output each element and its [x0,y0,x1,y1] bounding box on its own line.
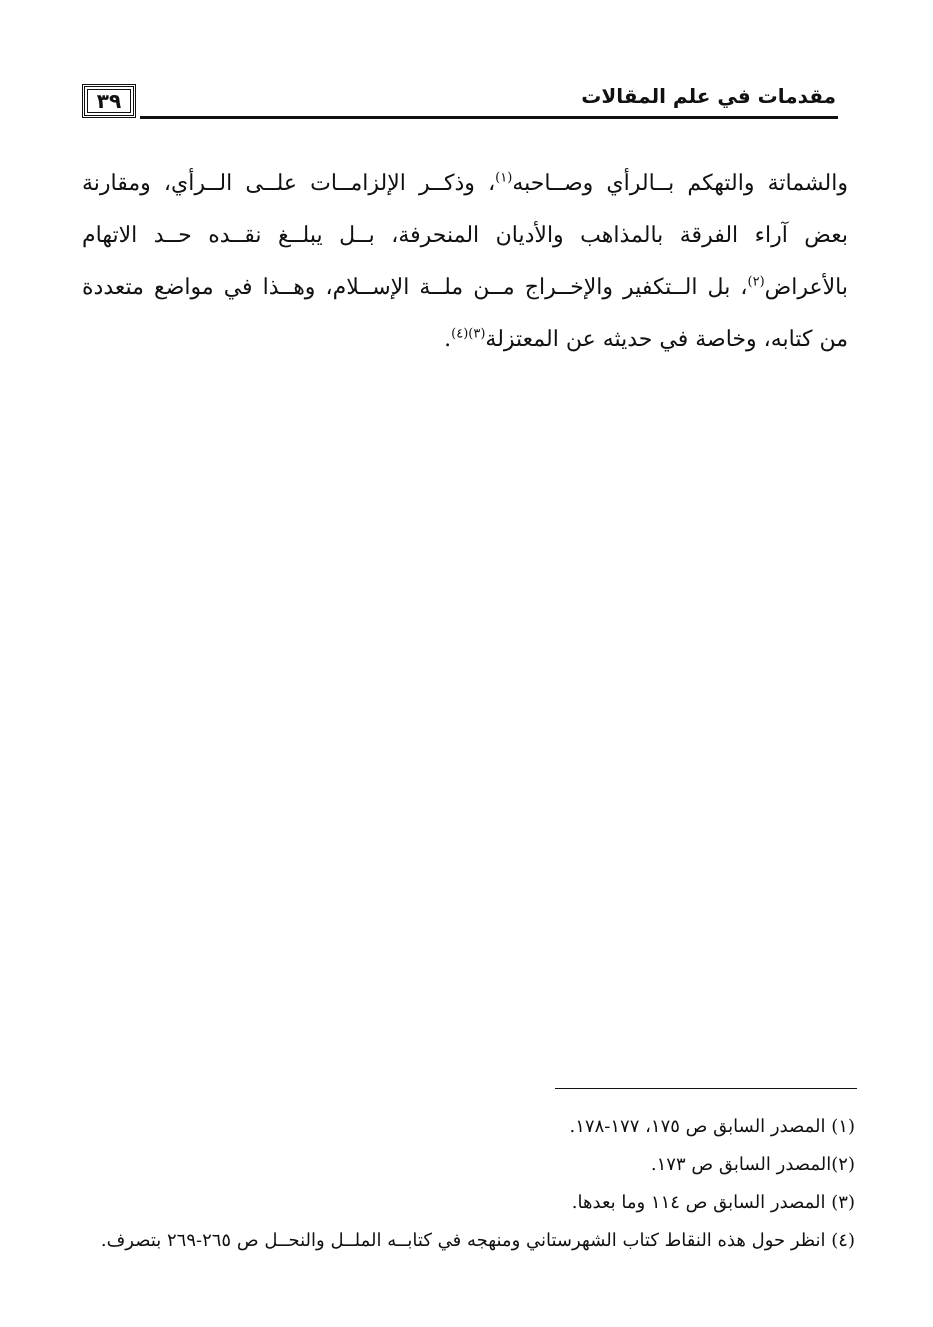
footnote-ref-1: (١) [495,170,513,186]
page-number-box [82,84,136,118]
footnote-1: (١) المصدر السابق ص ١٧٥، ١٧٧-١٧٨. [569,1116,855,1137]
footnotes [88,1108,855,1260]
body-segment-4: . [444,327,452,352]
body-segment-1: والشماتة والتهكم بــالرأي وصــاحبه [512,171,848,196]
footnote-ref-2: (٢) [747,274,765,290]
body-segment-3: ، بل الــتكفير والإخــراج مــن ملــة الإســلام، وهــذا في مواضع متعددة من كتابه، وخاصة في حديثه عن المعتزلة [82,275,848,352]
footnote-4: (٤) انظر حول هذه النقاط كتاب الشهرستاني ومنهجه في كتابــه الملــل والنحــل ص ٢٦٥-٢٦٩ بتصرف. [100,1230,855,1251]
body-paragraph [82,158,848,366]
footnote-3: (٣) المصدر السابق ص ١١٤ وما بعدها. [571,1192,855,1213]
footnote-ref-3-4: (٣)(٤) [451,326,486,342]
footnote-2: (٢)المصدر السابق ص ١٧٣. [650,1154,855,1175]
header-rule [140,116,838,119]
page-number: ٣٩ [96,89,122,113]
running-header-title: مقدمات في علم المقالات [581,84,836,108]
body-segment-2: ، وذكــر الإلزامــات علــى الــرأي، ومقارنة بعض آراء الفرقة بالمذاهب والأديان المنحرفة، بــل يبلــغ نقــده حــد الاتهام بالأعراض [82,171,848,300]
footnote-separator [555,1088,857,1089]
